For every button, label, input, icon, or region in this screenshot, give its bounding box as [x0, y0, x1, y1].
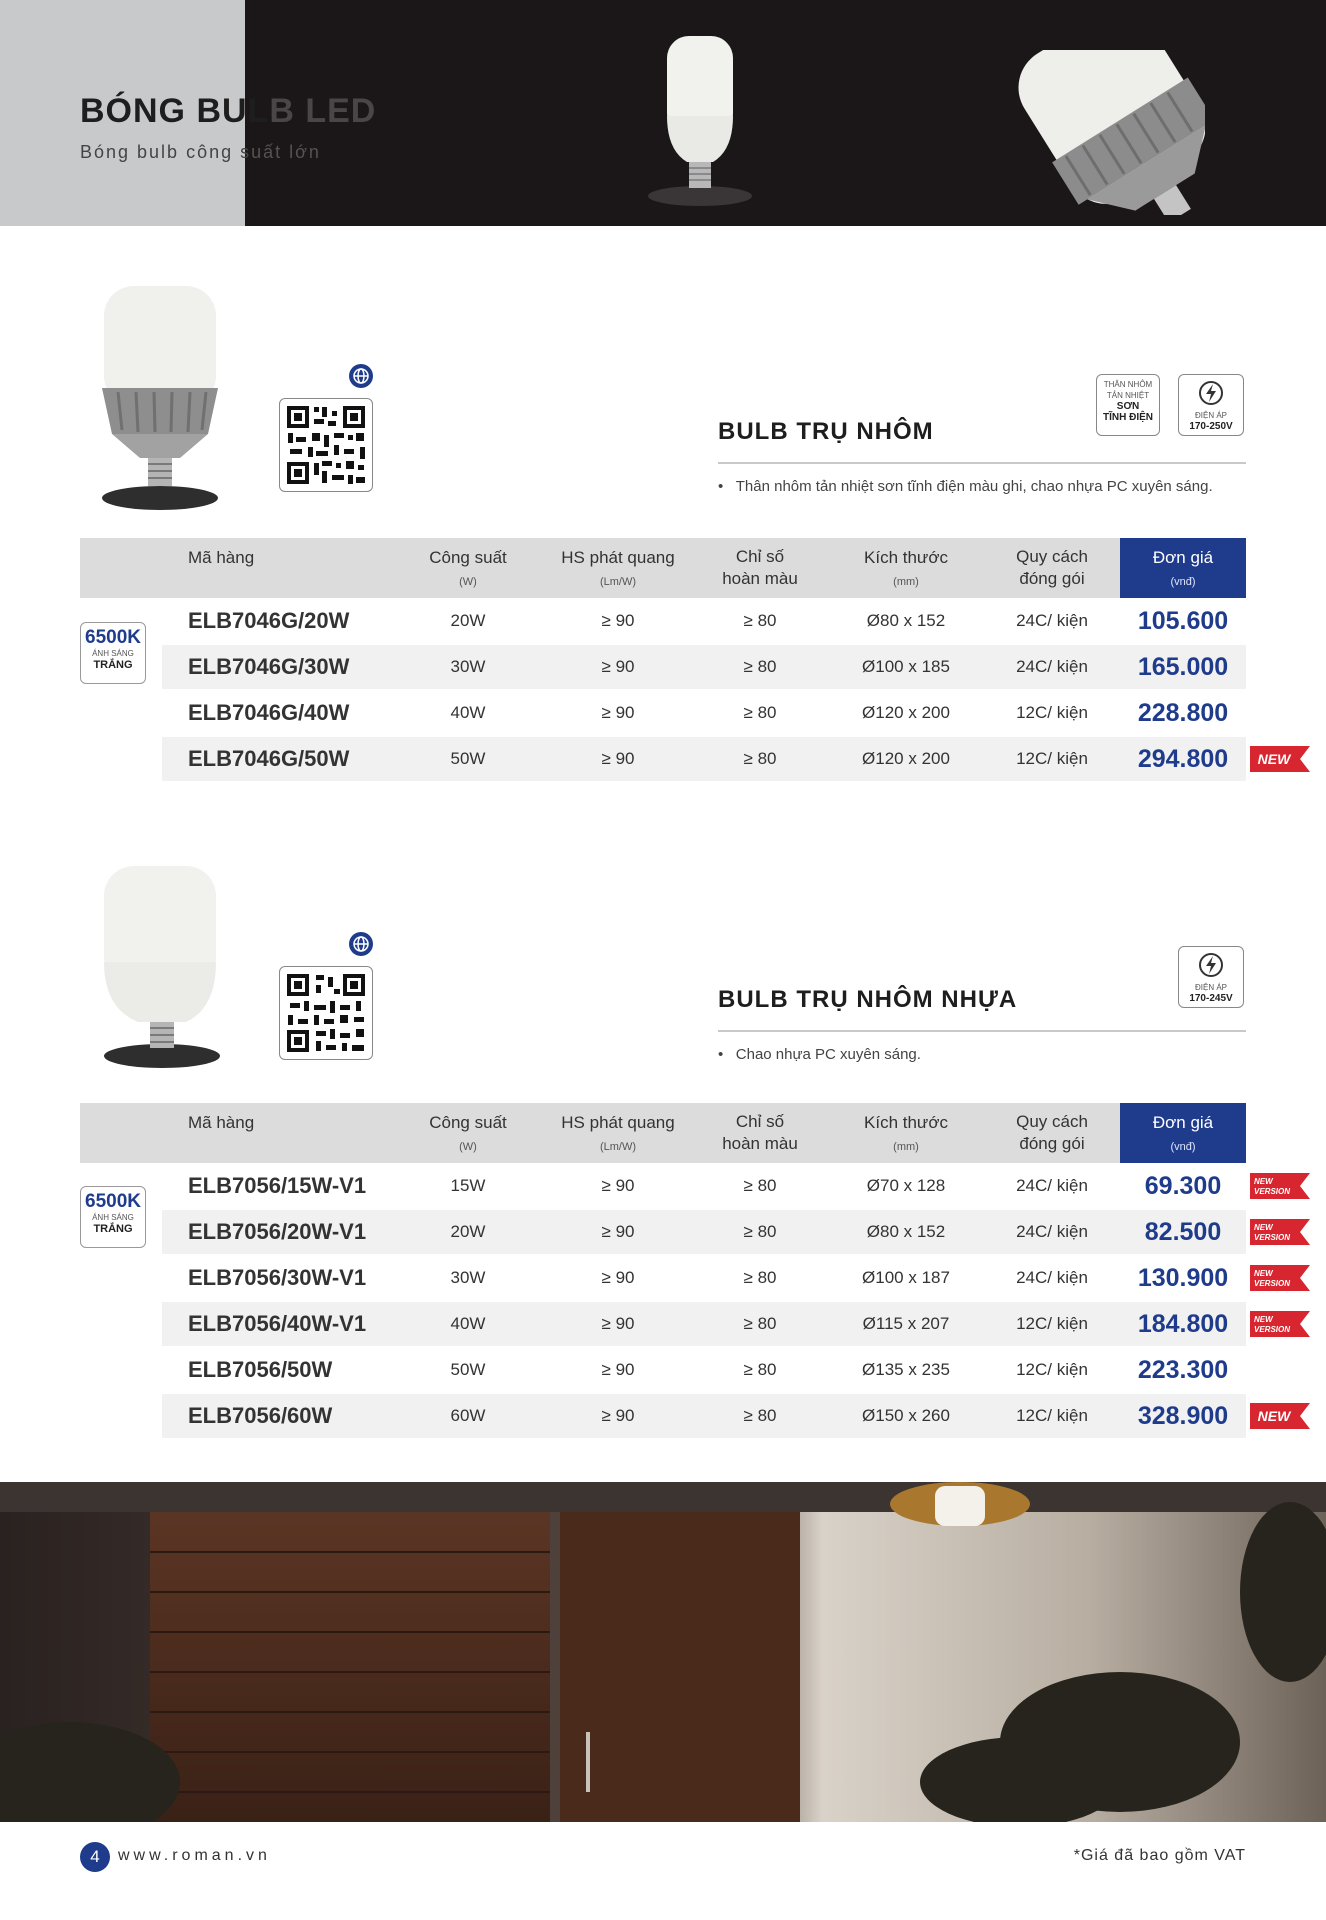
badge-voltage-label: ĐIỆN ÁP: [1194, 411, 1227, 420]
section-description-2: • Chao nhựa PC xuyên sáng.: [718, 1046, 921, 1063]
vat-note: *Giá đã bao gồm VAT: [1073, 1847, 1246, 1864]
col-cri: Chỉ số hoàn màu: [722, 547, 798, 588]
color-temp-value: 6500K: [85, 1191, 141, 1212]
table-row: [162, 737, 1246, 781]
price-cell: 130.900: [1137, 1263, 1229, 1292]
color-temp-badge: [80, 622, 146, 684]
pack-cell: 24C/ kiện: [1016, 1222, 1088, 1241]
section-description: • Thân nhôm tản nhiệt sơn tĩnh điện màu ghi, chao nhựa PC xuyên sáng.: [718, 478, 1213, 495]
power-cell: 40W: [450, 1314, 486, 1333]
product-code: ELB7056/20W-V1: [188, 1219, 367, 1244]
power-cell: 20W: [450, 611, 486, 630]
color-temp-line2: TRẮNG: [93, 659, 133, 671]
pack-cell: 24C/ kiện: [1016, 1268, 1088, 1287]
table-row: [162, 1256, 1246, 1300]
globe-icon[interactable]: [349, 364, 373, 388]
new-version-tag-line1: NEW: [1254, 1269, 1273, 1278]
product-code: ELB7056/15W-V1: [188, 1173, 367, 1198]
product-code: ELB7046G/50W: [188, 746, 350, 771]
section-title-bulb-aluminium-plastic: BULB TRỤ NHÔM NHỰA: [718, 986, 1018, 1013]
col-cri: Chỉ số hoàn màu: [722, 1112, 798, 1153]
new-version-tag-line2: VERSION: [1254, 1187, 1291, 1196]
pack-cell: 12C/ kiện: [1016, 703, 1088, 722]
color-temp-line2: TRẮNG: [93, 1223, 133, 1235]
pack-cell: 24C/ kiện: [1016, 611, 1088, 630]
size-cell: Ø80 x 152: [866, 611, 946, 630]
price-cell: 184.800: [1137, 1309, 1229, 1338]
table-row: [162, 1348, 1246, 1392]
new-version-tag-line1: NEW: [1254, 1223, 1273, 1232]
cri-cell: ≥ 80: [743, 1222, 777, 1241]
pack-cell: 12C/ kiện: [1016, 1360, 1088, 1379]
product-code: ELB7046G/20W: [188, 608, 350, 633]
header-bulb-photo-small: [645, 30, 755, 210]
price-cell: 105.600: [1137, 606, 1229, 635]
cri-cell: ≥ 80: [743, 1176, 777, 1195]
product-photo-bulb-aluminium-plastic: [98, 862, 228, 1072]
badge-body-line2: TẢN NHIỆT: [1106, 391, 1150, 400]
product-code: ELB7056/30W-V1: [188, 1265, 367, 1290]
efficacy-cell: ≥ 90: [601, 1360, 635, 1379]
product-code: ELB7046G/40W: [188, 700, 350, 725]
col-size: Kích thước (mm): [864, 1113, 948, 1153]
header-bulb-photo-large: [935, 50, 1205, 215]
col-price: Đơn giá (vnđ): [1120, 538, 1246, 598]
badge-voltage-label: ĐIỆN ÁP: [1194, 983, 1227, 992]
new-version-tag: [1250, 1173, 1310, 1199]
pack-cell: 24C/ kiện: [1016, 1176, 1088, 1195]
cri-cell: ≥ 80: [743, 1268, 777, 1287]
efficacy-cell: ≥ 90: [601, 657, 635, 676]
new-version-tag: [1250, 1265, 1310, 1291]
efficacy-cell: ≥ 90: [601, 1406, 635, 1425]
power-cell: 40W: [450, 703, 486, 722]
efficacy-cell: ≥ 90: [601, 1268, 635, 1287]
color-temp-badge-2: [80, 1186, 146, 1248]
page-subtitle: Bóng bulb công suất lớn: [80, 142, 321, 162]
product-code: ELB7056/60W: [188, 1403, 333, 1428]
power-cell: 30W: [450, 657, 486, 676]
col-efficacy: HS phát quang (Lm/W): [561, 1113, 675, 1153]
col-pack: Quy cách đóng gói: [1016, 1112, 1088, 1153]
size-cell: Ø120 x 200: [862, 749, 950, 768]
cri-cell: ≥ 80: [743, 749, 777, 768]
table-row: [162, 645, 1246, 689]
size-cell: Ø120 x 200: [862, 703, 950, 722]
size-cell: Ø100 x 187: [862, 1268, 950, 1287]
power-cell: 20W: [450, 1222, 486, 1241]
efficacy-cell: ≥ 90: [601, 1176, 635, 1195]
product-code: ELB7056/50W: [188, 1357, 333, 1382]
cri-cell: ≥ 80: [743, 657, 777, 676]
globe-icon-2[interactable]: [349, 932, 373, 956]
price-cell: 69.300: [1144, 1171, 1222, 1200]
badge-voltage: [1178, 374, 1244, 436]
size-cell: Ø100 x 185: [862, 657, 950, 676]
badge-body-finish: [1096, 374, 1160, 436]
badge-voltage-value: 170-245V: [1189, 993, 1233, 1004]
new-version-tag-line1: NEW: [1254, 1315, 1273, 1324]
price-cell: 328.900: [1137, 1401, 1229, 1430]
size-cell: Ø70 x 128: [866, 1176, 946, 1195]
col-code: Mã hàng: [188, 548, 255, 567]
power-cell: 60W: [450, 1406, 486, 1425]
color-temp-value: 6500K: [85, 627, 141, 648]
efficacy-cell: ≥ 90: [601, 611, 635, 630]
efficacy-cell: ≥ 90: [601, 1222, 635, 1241]
table-row: [162, 691, 1246, 735]
new-version-tag-line2: VERSION: [1254, 1325, 1291, 1334]
badge-voltage-value: 170-250V: [1189, 421, 1233, 432]
product-photo-bulb-aluminium: [98, 282, 228, 514]
col-power: Công suất (W): [429, 548, 507, 588]
power-cell: 30W: [450, 1268, 486, 1287]
table-row: [162, 1210, 1246, 1254]
price-cell: 294.800: [1137, 744, 1229, 773]
badge-body-line1: THÂN NHÔM: [1103, 380, 1153, 389]
section-divider: [718, 462, 1246, 464]
cri-cell: ≥ 80: [743, 1360, 777, 1379]
lightning-icon: [1197, 379, 1225, 407]
table-header: [80, 538, 1246, 598]
size-cell: Ø115 x 207: [862, 1314, 950, 1333]
section-title-bulb-aluminium: BULB TRỤ NHÔM: [718, 418, 934, 445]
efficacy-cell: ≥ 90: [601, 1314, 635, 1333]
product-code: ELB7046G/30W: [188, 654, 350, 679]
power-cell: 15W: [450, 1176, 486, 1195]
product-code: ELB7056/40W-V1: [188, 1311, 367, 1336]
color-temp-line1: ÁNH SÁNG: [92, 1213, 134, 1222]
ambient-photo: [0, 1482, 1326, 1822]
table-row: [162, 599, 1246, 643]
price-cell: 82.500: [1144, 1217, 1222, 1246]
website-link[interactable]: www.roman.vn: [118, 1847, 271, 1864]
col-efficacy: HS phát quang (Lm/W): [561, 548, 675, 588]
table-row: [162, 1394, 1246, 1438]
col-pack: Quy cách đóng gói: [1016, 547, 1088, 588]
qr-code-icon: [280, 399, 372, 491]
badge-body-line3: SƠN: [1116, 401, 1140, 412]
qr-code-icon: [280, 967, 372, 1059]
col-size: Kích thước (mm): [864, 548, 948, 588]
new-version-tag-line1: NEW: [1254, 1177, 1273, 1186]
badge-body-line4: TĨNH ĐIỆN: [1103, 412, 1153, 423]
size-cell: Ø80 x 152: [866, 1222, 946, 1241]
pack-cell: 12C/ kiện: [1016, 1314, 1088, 1333]
pack-cell: 12C/ kiện: [1016, 1406, 1088, 1425]
section-divider-2: [718, 1030, 1246, 1032]
new-version-tag-line2: VERSION: [1254, 1233, 1291, 1242]
pack-cell: 12C/ kiện: [1016, 749, 1088, 768]
table-header-2: [80, 1103, 1246, 1163]
col-price: Đơn giá (vnđ): [1120, 1103, 1246, 1163]
price-cell: 228.800: [1137, 698, 1229, 727]
new-version-tag-line2: VERSION: [1254, 1279, 1291, 1288]
color-temp-line1: ÁNH SÁNG: [92, 649, 134, 658]
new-tag: [1250, 746, 1310, 772]
pack-cell: 24C/ kiện: [1016, 657, 1088, 676]
cri-cell: ≥ 80: [743, 1406, 777, 1425]
badge-voltage-2: [1178, 946, 1244, 1008]
size-cell: Ø150 x 260: [862, 1406, 950, 1425]
qr-code[interactable]: [279, 398, 373, 492]
new-tag-text: NEW: [1257, 751, 1291, 767]
header-dark-panel: [245, 0, 1326, 226]
size-cell: Ø135 x 235: [862, 1360, 950, 1379]
cri-cell: ≥ 80: [743, 703, 777, 722]
efficacy-cell: ≥ 90: [601, 703, 635, 722]
table-row: [162, 1302, 1246, 1346]
efficacy-cell: ≥ 90: [601, 749, 635, 768]
cri-cell: ≥ 80: [743, 611, 777, 630]
lightning-icon: [1197, 951, 1225, 979]
page-number: 4: [80, 1842, 110, 1872]
cri-cell: ≥ 80: [743, 1314, 777, 1333]
new-version-tag: [1250, 1219, 1310, 1245]
price-cell: 223.300: [1137, 1355, 1229, 1384]
power-cell: 50W: [450, 1360, 486, 1379]
qr-code-2[interactable]: [279, 966, 373, 1060]
col-power: Công suất (W): [429, 1113, 507, 1153]
price-cell: 165.000: [1137, 652, 1229, 681]
new-tag: [1250, 1403, 1310, 1429]
page-title: BÓNG BULB LED: [80, 92, 377, 130]
new-tag-text: NEW: [1257, 1408, 1291, 1424]
power-cell: 50W: [450, 749, 486, 768]
new-version-tag: [1250, 1311, 1310, 1337]
table-row: [162, 1164, 1246, 1208]
col-code: Mã hàng: [188, 1113, 255, 1132]
